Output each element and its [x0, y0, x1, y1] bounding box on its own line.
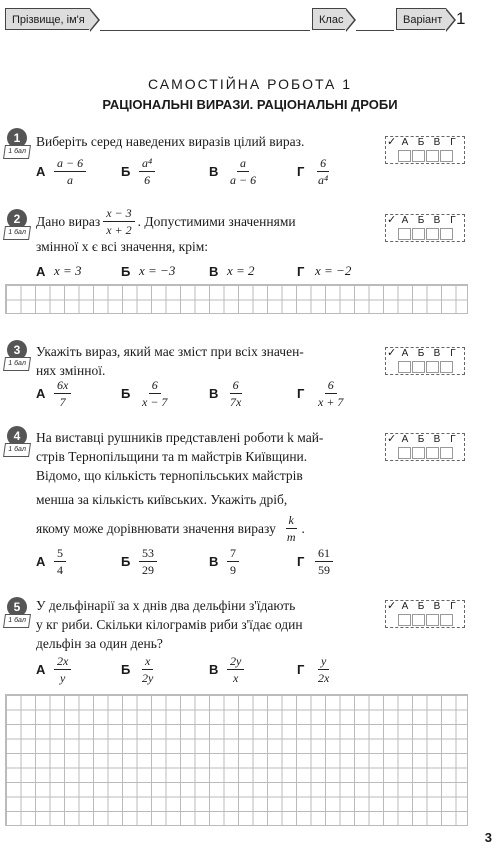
task-1-option-c — [209, 156, 259, 187]
task-1-option-d — [297, 156, 331, 187]
fraction-denominator: a — [67, 173, 74, 187]
fraction-numerator: y — [318, 654, 329, 670]
fraction-numerator: a — [237, 156, 249, 172]
task-2-answer-grid[interactable] — [385, 214, 465, 242]
task-text-part: змінної x є всі значення, крім: — [36, 239, 209, 254]
task-4-option-a — [36, 546, 66, 577]
answer-cell[interactable] — [440, 228, 453, 240]
fraction-denominator: m — [286, 530, 296, 544]
fraction-numerator: 6 — [325, 378, 337, 394]
option-letter: Б — [121, 554, 131, 569]
answer-cell[interactable] — [440, 614, 453, 626]
answer-cell[interactable] — [412, 228, 425, 240]
fraction-denominator: 59 — [318, 563, 330, 577]
task-4-badge — [4, 426, 30, 457]
fraction-denominator: 9 — [230, 563, 236, 577]
fraction-denominator: 7x — [230, 395, 242, 409]
option-letter: Б — [121, 386, 131, 401]
fraction-denominator: 7 — [59, 395, 66, 409]
answer-cell[interactable] — [398, 361, 411, 373]
answer-cell[interactable] — [426, 150, 439, 162]
name-input-line[interactable] — [100, 30, 310, 31]
fraction-numerator: 6 — [149, 378, 161, 394]
points-label: 1 бал — [3, 357, 31, 371]
answer-letter: В — [433, 137, 441, 148]
fraction-denominator: x − 7 — [142, 395, 168, 409]
option-value: x = 2 — [227, 263, 255, 278]
task-1-option-b — [121, 156, 155, 187]
name-field-label: Прізвище, ім'я — [5, 8, 90, 30]
fraction-numerator: a⁴ — [139, 156, 155, 172]
check-icon: ✓ — [387, 433, 397, 445]
option-letter: Б — [121, 164, 131, 179]
task-2-badge — [4, 209, 30, 240]
option-letter: А — [36, 386, 46, 401]
task-3-text — [36, 342, 366, 380]
answer-cell[interactable] — [440, 361, 453, 373]
points-label: 1 бал — [3, 443, 31, 457]
task-4-option-d — [297, 546, 333, 577]
task-3-option-a — [36, 378, 71, 409]
task-2-option-c — [209, 263, 255, 279]
fraction-denominator: x + 2 — [106, 223, 132, 237]
task-5-option-c — [209, 654, 244, 685]
task-4-option-b — [121, 546, 157, 577]
answer-letter: В — [433, 215, 441, 226]
task-text-part: нях змінної. — [36, 363, 106, 378]
task-2-text — [36, 206, 366, 256]
option-letter: Б — [121, 263, 131, 279]
task-number: 5 — [7, 597, 27, 617]
points-label: 1 бал — [3, 226, 31, 240]
fraction-denominator: x + 7 — [318, 395, 344, 409]
class-field-label: Клас — [312, 8, 346, 30]
answer-cell[interactable] — [440, 150, 453, 162]
task-2-option-a — [36, 263, 82, 279]
check-icon: ✓ — [387, 600, 397, 612]
option-letter: А — [36, 164, 46, 179]
option-letter: В — [209, 554, 219, 569]
option-letter: Г — [297, 386, 305, 401]
task-text-line: дельфін за один день? — [36, 636, 163, 651]
answer-letter: Г — [450, 601, 456, 612]
answer-letter: В — [433, 601, 441, 612]
fraction-numerator: 53 — [139, 546, 157, 562]
points-label: 1 бал — [3, 145, 31, 159]
answer-letter: А — [401, 348, 409, 359]
page-number: 3 — [484, 830, 492, 845]
answer-letter: Б — [417, 137, 425, 148]
option-value: x = −2 — [315, 263, 352, 278]
answer-letter: А — [401, 215, 409, 226]
answer-cell[interactable] — [412, 447, 425, 459]
task-4-text: На виставці рушників представлені роботи k май- стрів Тернопільщини та m майстрів Київщини. Відомо, що кількість тернопільських майстрів менша за кількість київських. Укажіть дріб, якому може дорівнювати значення виразу $\frac{k}{m}$ . — [36, 428, 366, 544]
fraction-numerator: a − 6 — [54, 156, 86, 172]
answer-letter: А — [401, 137, 409, 148]
answer-letter: А — [401, 601, 409, 612]
answer-cell[interactable] — [398, 614, 411, 626]
class-arrow-icon — [346, 8, 356, 32]
class-input-line[interactable] — [356, 30, 394, 31]
check-icon: ✓ — [387, 136, 397, 148]
task-2-option-b — [121, 263, 175, 279]
fraction-numerator: 6 — [230, 378, 242, 394]
task-3-option-d — [297, 378, 346, 409]
answer-cell[interactable] — [412, 361, 425, 373]
task-text-line: У дельфінарії за x днів два дельфіни з'їдають — [36, 598, 296, 613]
answer-letter: Б — [417, 434, 425, 445]
answer-letter: А — [401, 434, 409, 445]
answer-cell[interactable] — [426, 228, 439, 240]
option-letter: А — [36, 554, 46, 569]
fraction-numerator: x — [142, 654, 153, 670]
task-1-option-a — [36, 156, 86, 187]
task-3-answer-grid[interactable] — [385, 347, 465, 375]
answer-cell[interactable] — [426, 614, 439, 626]
fraction-denominator: y — [60, 671, 66, 685]
fraction-denominator: x — [233, 671, 239, 685]
answer-cell[interactable] — [412, 150, 425, 162]
task-1-answer-grid[interactable] — [385, 136, 465, 164]
worksheet-header — [0, 0, 500, 40]
option-letter: А — [36, 263, 46, 279]
answer-cell[interactable] — [398, 228, 411, 240]
task-5-option-b — [121, 654, 156, 685]
answer-letter: Г — [450, 348, 456, 359]
option-letter: Г — [297, 164, 305, 179]
answer-letter: Б — [417, 601, 425, 612]
task-number: 3 — [7, 340, 27, 360]
check-icon: ✓ — [387, 214, 397, 226]
answer-letter: Г — [450, 137, 456, 148]
fraction-numerator: 61 — [315, 546, 333, 562]
task-5-option-d — [297, 654, 332, 685]
points-label: 1 бал — [3, 614, 31, 628]
answer-letter: В — [433, 434, 441, 445]
fraction-numerator: k — [286, 513, 297, 529]
task-5-work-grid[interactable] — [5, 694, 468, 826]
task-number: 2 — [7, 209, 27, 229]
option-letter: Г — [297, 554, 305, 569]
answer-letter: Б — [417, 348, 425, 359]
fraction-numerator: x − 3 — [103, 206, 134, 222]
answer-letter: Б — [417, 215, 425, 226]
task-text-line: менша за кількість київських. Укажіть дріб, — [36, 492, 288, 507]
task-text-line: Відомо, що кількість тернопільських майстрів — [36, 468, 303, 483]
task-text-line: На виставці рушників представлені роботи k май- — [36, 430, 324, 445]
name-arrow-icon — [90, 8, 100, 32]
option-letter: В — [209, 164, 219, 179]
option-letter: Г — [297, 662, 305, 677]
task-text-line: y кг риби. Скільки кілограмів риби з'їдає один — [36, 617, 303, 632]
task-3-option-c — [209, 378, 244, 409]
worksheet-subtitle: РАЦІОНАЛЬНІ ВИРАЗИ. РАЦІОНАЛЬНІ ДРОБИ — [102, 97, 398, 112]
fraction-numerator: 2x — [54, 654, 71, 670]
option-letter: Г — [297, 263, 305, 279]
answer-cell[interactable] — [412, 614, 425, 626]
task-5-badge — [4, 597, 30, 628]
task-text-part: Укажіть вираз, який має зміст при всіх значен- — [36, 344, 304, 359]
variant-field-label: Варіант — [396, 8, 446, 30]
option-letter: А — [36, 662, 46, 677]
fraction-denominator: 4 — [57, 563, 63, 577]
fraction-numerator: 2y — [227, 654, 244, 670]
fraction-denominator: a − 6 — [230, 173, 257, 187]
task-text-part: Дано вираз — [36, 214, 101, 229]
task-text-line: стрів Тернопільщини та m майстрів Київщини. — [36, 449, 308, 464]
task-3-option-b — [121, 378, 170, 409]
fraction-denominator: 6 — [144, 173, 151, 187]
fraction-numerator: 6x — [54, 378, 71, 394]
task-number: 4 — [7, 426, 27, 446]
task-number: 1 — [7, 128, 27, 148]
fraction-denominator: 29 — [142, 563, 154, 577]
fraction-denominator: 2x — [318, 671, 330, 685]
option-value: x = 3 — [54, 263, 82, 278]
task-2-work-grid[interactable] — [5, 284, 468, 314]
answer-cell[interactable] — [398, 447, 411, 459]
answer-cell[interactable] — [426, 361, 439, 373]
task-text-part: . Допустимими значеннями — [137, 214, 296, 229]
worksheet-title: САМОСТІЙНА РОБОТА 1 — [147, 76, 353, 92]
option-letter: В — [209, 386, 219, 401]
answer-cell[interactable] — [426, 447, 439, 459]
answer-cell[interactable] — [440, 447, 453, 459]
answer-letter: В — [433, 348, 441, 359]
answer-letter: Г — [450, 434, 456, 445]
variant-arrow-icon — [446, 8, 456, 32]
variant-number: 1 — [456, 9, 466, 28]
task-4-option-c — [209, 546, 239, 577]
check-icon: ✓ — [387, 347, 397, 359]
task-4-answer-grid[interactable] — [385, 433, 465, 461]
fraction-numerator: 5 — [54, 546, 66, 562]
task-5-answer-grid[interactable] — [385, 600, 465, 628]
option-letter: Б — [121, 662, 131, 677]
option-value: x = −3 — [139, 263, 176, 278]
fraction-numerator: 7 — [227, 546, 239, 562]
option-letter: В — [209, 662, 219, 677]
answer-letter: Г — [450, 215, 456, 226]
task-3-badge — [4, 340, 30, 371]
task-2-option-d — [297, 263, 351, 279]
task-5-option-a — [36, 654, 71, 685]
fraction-numerator: 6 — [317, 156, 329, 172]
task-1-text: Виберіть серед наведених виразів цілий вираз. — [36, 134, 305, 149]
fraction-denominator: 2y — [142, 671, 154, 685]
fraction-denominator: a⁴ — [318, 173, 329, 187]
answer-cell[interactable] — [398, 150, 411, 162]
task-text-line: якому може дорівнювати значення виразу — [36, 521, 276, 536]
task-1-badge — [4, 128, 30, 159]
option-letter: В — [209, 263, 219, 279]
task-5-text — [36, 596, 366, 653]
